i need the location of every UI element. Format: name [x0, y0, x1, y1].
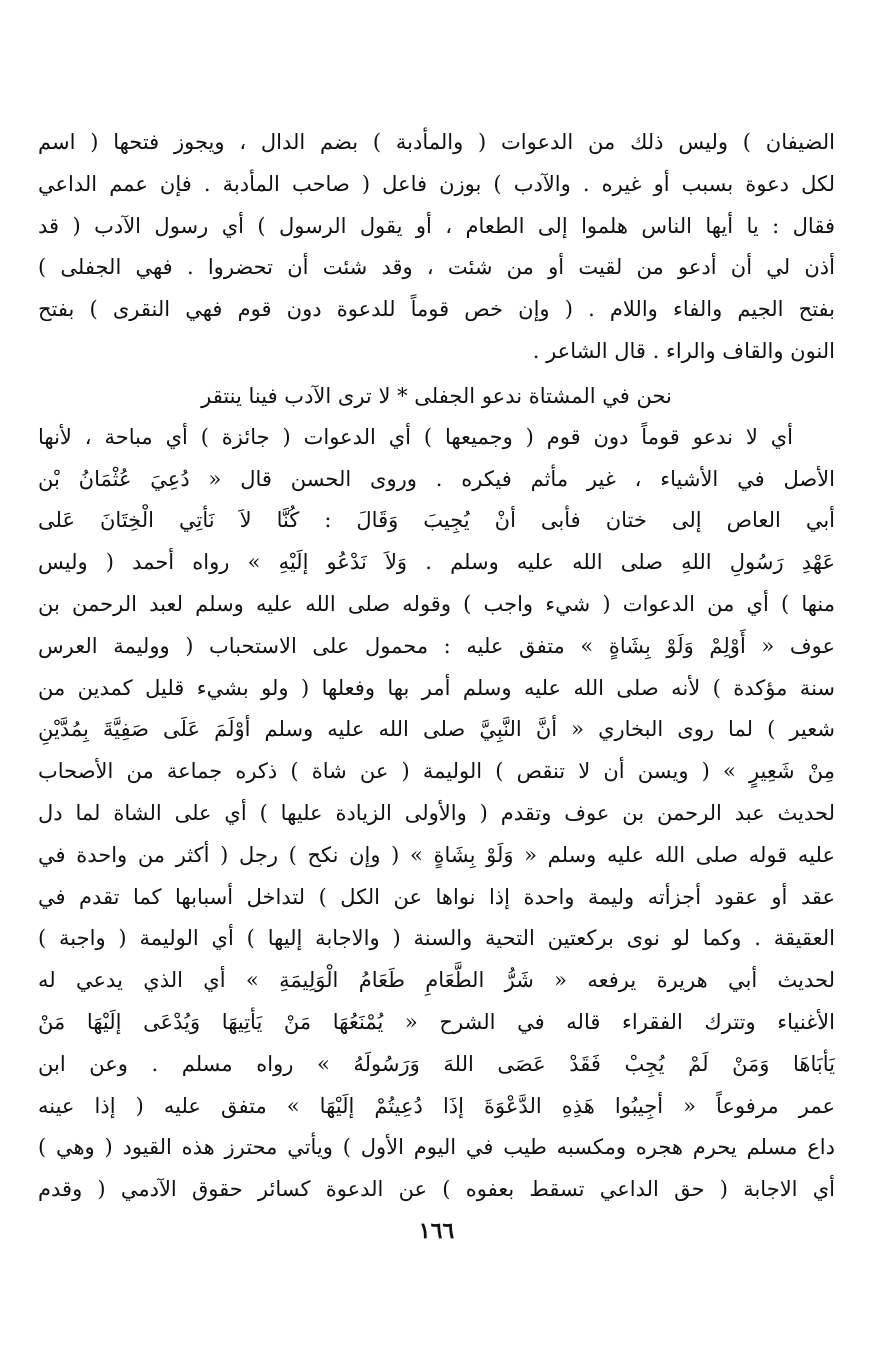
text-line: مِنْ شَعِيرٍ » ( ويسن أن لا تنقص ) الوليمة ( عن شاة ) ذكره جماعة من الأصحاب — [38, 759, 835, 784]
text-line: عوف « أَوْلِمْ وَلَوْ بِشَاةٍ » متفق عليه : محمول على الاستحباب ( ووليمة العرس — [38, 633, 835, 658]
text-line: داع مسلم يحرم هجره ومكسبه طيب في اليوم الأول ) ويأتي محترز هذه القيود ( وهي ) — [38, 1135, 835, 1160]
text-line: لحديث أبي هريرة يرفعه « شَرُّ الطَّعَامِ طَعَامُ الْوَلِيمَةِ » أي الذي يدعي له — [38, 968, 835, 993]
text-line: العقيقة . وكما لو نوى بركعتين التحية والسنة ( والاجابة إليها ) أي الوليمة ( واجبة ) — [38, 926, 835, 951]
text-line: أي الاجابة ( حق الداعي تسقط بعفوه ) عن الدعوة كسائر حقوق الآدمي ( وقدم — [38, 1177, 835, 1202]
text-line: أي لا ندعو قوماً دون قوم ( وجميعها ) أي الدعوات ( جائزة ) أي مباحة ، لأنها — [38, 424, 793, 449]
text-line: سنة مؤكدة ) لأنه صلى الله عليه وسلم أمر بها وفعلها ( ولو بشيء قليل كمدين من — [38, 675, 835, 700]
page-number: ١٦٦ — [418, 1218, 455, 1244]
text-line: عليه قوله صلى الله عليه وسلم « وَلَوْ بِشَاةٍ » ( وإن نكح ) رجل ( أكثر من واحدة في — [38, 842, 835, 867]
text-line: النون والقاف والراء . قال الشاعر . — [532, 338, 835, 363]
text-line: منها ) أي من الدعوات ( شيء واجب ) وقوله صلى الله عليه وسلم لعبد الرحمن بن — [38, 591, 835, 616]
paragraph-2 — [38, 417, 835, 1211]
text-line: شعير ) لما روى البخاري « أنَّ النَّبِيَّ صلى الله عليه وسلم أوْلَمَ عَلَى صَفِيَّةَ بِمُدَّيْنِ — [38, 717, 835, 742]
text-line: لحديث عبد الرحمن بن عوف وتقدم ( والأولى الزيادة عليها ) أي على الشاة لما دل — [38, 800, 835, 825]
text-line: عقد أو عقود أجزأته وليمة واحدة إذا نواها عن الكل ) لتداخل أسبابها كما تقدم في — [38, 884, 835, 909]
text-line: فقال : يا أيها الناس هلموا إلى الطعام ، أو يقول الرسول ) أي رسول الآدب ( قد — [38, 213, 835, 238]
text-line: أبي العاص إلى ختان فأبى أنْ يُجِيبَ وَقَالَ : كُنَّا لاَ نَأتِي الْخِتَانَ عَلى — [38, 508, 835, 533]
text-line: يَأبَاهَا وَمَنْ لَمْ يُجِبْ فَقَدْ عَصَى اللهَ وَرَسُولَهُ » رواه مسلم . وعن ابن — [38, 1051, 835, 1076]
text-line: الضيفان ) وليس ذلك من الدعوات ( والمأدبة ) بضم الدال ، ويجوز فتحها ( اسم — [38, 130, 835, 154]
document-page — [38, 122, 835, 1262]
text-line: أذن لي أن أدعو من لقيت أو من شئت ، وقد شئت أن تحضروا . فهي الجفلى ) — [38, 255, 835, 280]
poetry-verse: نحن في المشتاة ندعو الجفلى * لا ترى الآدب فينا ينتقر — [201, 383, 672, 408]
text-line: الأغنياء وتترك الفقراء قاله في الشرح « يُمْنَعُهَا مَنْ يَأتِيهَا وَيُدْعَى إلَيْهَا مَنْ — [38, 1009, 835, 1034]
text-line: الأصل في الأشياء ، غير مأثم فيكره . وروى الحسن قال « دُعِيَ عُثْمَانُ بْن — [38, 466, 835, 491]
paragraph-1 — [38, 122, 835, 373]
text-line: عمر مرفوعاً « أجِيبُوا هَذِهِ الدَّعْوَةَ إذَا دُعِيتُمْ إلَيْهَا » متفق عليه ( إذا عينه — [38, 1093, 835, 1118]
text-line: بفتح الجيم والفاء واللام . ( وإن خص قوماً للدعوة دون قوم فهي النقرى ) بفتح — [38, 297, 835, 322]
text-line: عَهْدِ رَسُولِ اللهِ صلى الله عليه وسلم . وَلاَ نَدْعُو إلَيْهِ » رواه أحمد ( وليس — [38, 550, 835, 575]
text-line: لكل دعوة بسبب أو غيره . والآدب ) بوزن فاعل ( صاحب المأدبة . فإن عمم الداعي — [38, 171, 835, 196]
